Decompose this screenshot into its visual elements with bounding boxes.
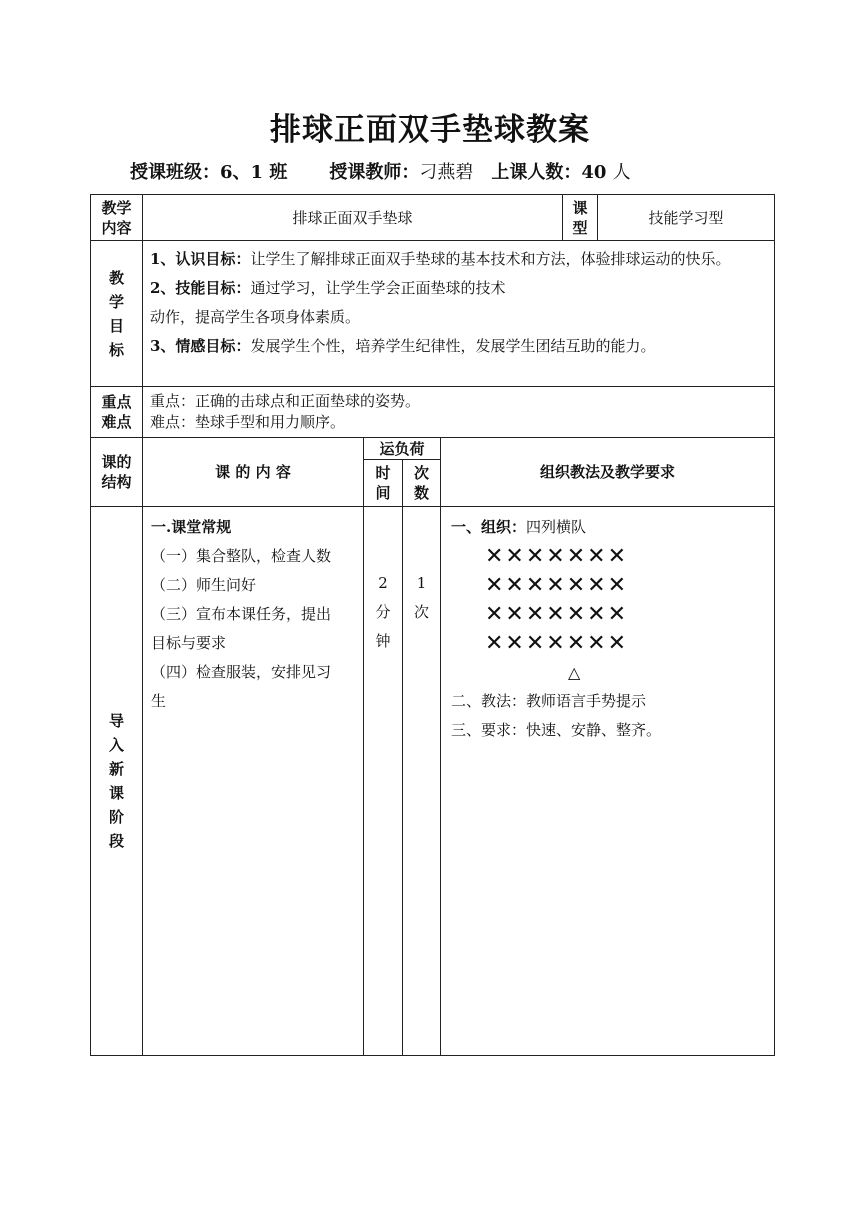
content-label-line1: 教学	[101, 198, 132, 217]
key-point: 重点：正确的击球点和正面垫球的姿势。	[150, 392, 421, 410]
goals-text	[143, 241, 775, 387]
count-value: 40	[581, 162, 607, 183]
time-header-line2: 间	[375, 484, 391, 502]
routine-item: （一）集合整队，检查人数	[151, 547, 332, 565]
time-header-line1: 时	[375, 464, 391, 482]
time-header	[364, 460, 403, 507]
keypoints-row	[91, 387, 775, 438]
goal-skill-cont: 动作，提高学生各项身体素质。	[150, 308, 361, 326]
type-label-line2: 型	[572, 218, 588, 237]
routine-item: （四）检查服装，安排见习	[151, 663, 332, 681]
stage-label-char: 阶	[108, 808, 124, 826]
time-value: 2	[378, 574, 388, 592]
goals-label-char: 目	[108, 316, 124, 335]
intro-content	[143, 507, 364, 1056]
intro-count	[403, 507, 441, 1056]
count-unit: 人	[612, 162, 631, 183]
class-value: 6、1 班	[220, 162, 288, 183]
time-unit-2: 钟	[375, 632, 391, 650]
teacher-label: 授课教师：	[329, 162, 420, 183]
structure-label-line2: 结构	[101, 473, 132, 491]
goals-row	[91, 241, 775, 387]
goals-label-char: 学	[108, 292, 124, 311]
org-label: 一、组织：	[451, 518, 527, 536]
keypoints-label-line1: 重点	[101, 393, 132, 411]
keypoints-text	[143, 387, 775, 438]
goal3-label: 3、情感目标：	[150, 337, 251, 355]
org-line	[451, 513, 770, 542]
goals-label-char: 教	[108, 268, 124, 287]
count-unit-cell: 次	[413, 603, 429, 621]
page-title: 排球正面双手垫球教案	[270, 112, 590, 148]
goal1-label: 1、认识目标：	[150, 250, 251, 268]
stage-label-cell	[91, 507, 143, 1056]
method-line: 二、教法：教师语言手势提示	[451, 692, 647, 710]
type-value: 技能学习型	[598, 195, 775, 241]
teacher-value: 刁燕碧	[419, 162, 474, 183]
structure-label-line1: 课的	[101, 453, 132, 471]
org-value: 四列横队	[526, 518, 587, 536]
stage-label-char: 段	[108, 832, 124, 850]
routine-item: （二）师生问好	[151, 576, 257, 594]
content-label-cell	[91, 195, 143, 241]
stage-label-char: 新	[108, 760, 124, 778]
lesson-info-line	[130, 158, 631, 184]
goals-label	[109, 266, 125, 362]
stage-label-char: 导	[108, 712, 124, 730]
goal-affective	[150, 332, 768, 361]
goals-label-cell	[91, 241, 143, 387]
type-label-line1: 课	[572, 198, 588, 217]
structure-header-row	[91, 438, 775, 460]
goal1-text: 让学生了解排球正面双手垫球的基本技术和方法，体验排球运动的快乐。	[250, 250, 731, 268]
count-header-line1: 次	[413, 464, 429, 482]
stage-label	[109, 709, 125, 853]
time-unit-1: 分	[375, 603, 391, 621]
routine-item: （三）宣布本课任务，提出	[151, 605, 332, 623]
type-label-cell	[563, 195, 598, 241]
keypoints-label-cell	[91, 387, 143, 438]
goal2-text-a: 通过学习，让学生学会正面垫球的技术	[250, 279, 506, 297]
formation-row: ✕✕✕✕✕✕✕	[485, 602, 629, 627]
intro-stage-row	[91, 507, 775, 1056]
formation-row: ✕✕✕✕✕✕✕	[485, 544, 629, 569]
goal-skill	[150, 274, 768, 303]
stage-label-char: 课	[108, 784, 124, 802]
intro-time	[364, 507, 403, 1056]
structure-label-cell	[91, 438, 143, 507]
routine-item: 目标与要求	[151, 634, 227, 652]
keypoints-label-line2: 难点	[101, 413, 132, 431]
formation-row: ✕✕✕✕✕✕✕	[485, 631, 629, 656]
routine-item: 生	[151, 692, 167, 710]
goal2-label: 2、技能目标：	[150, 279, 251, 297]
goal-cognitive	[150, 245, 768, 274]
count-header-line2: 数	[413, 484, 429, 502]
requirement-line: 三、要求：快速、安静、整齐。	[451, 721, 662, 739]
stage-label-char: 入	[108, 736, 124, 754]
routine-heading: 一.课堂常规	[151, 518, 232, 536]
difficulty-point: 难点：垫球手型和用力顺序。	[150, 413, 346, 431]
count-value-cell: 1	[416, 574, 427, 592]
count-label: 上课人数：	[491, 162, 582, 183]
content-label-line2: 内容	[101, 218, 132, 237]
goals-label-char: 标	[108, 340, 124, 359]
content-column-header: 课 的 内 容	[143, 438, 364, 507]
method-column-header: 组织教法及教学要求	[441, 438, 775, 507]
class-label: 授课班级：	[130, 162, 220, 183]
goal3-text: 发展学生个性，培养学生纪律性，发展学生团结互助的能力。	[250, 337, 656, 355]
lesson-plan-table	[90, 194, 775, 1056]
content-value: 排球正面双手垫球	[143, 195, 563, 241]
load-header: 运负荷	[364, 438, 441, 460]
count-header	[403, 460, 441, 507]
intro-method	[441, 507, 775, 1056]
formation-row: ✕✕✕✕✕✕✕	[485, 573, 629, 598]
teacher-position-icon: △	[568, 663, 581, 682]
content-row	[91, 195, 775, 241]
